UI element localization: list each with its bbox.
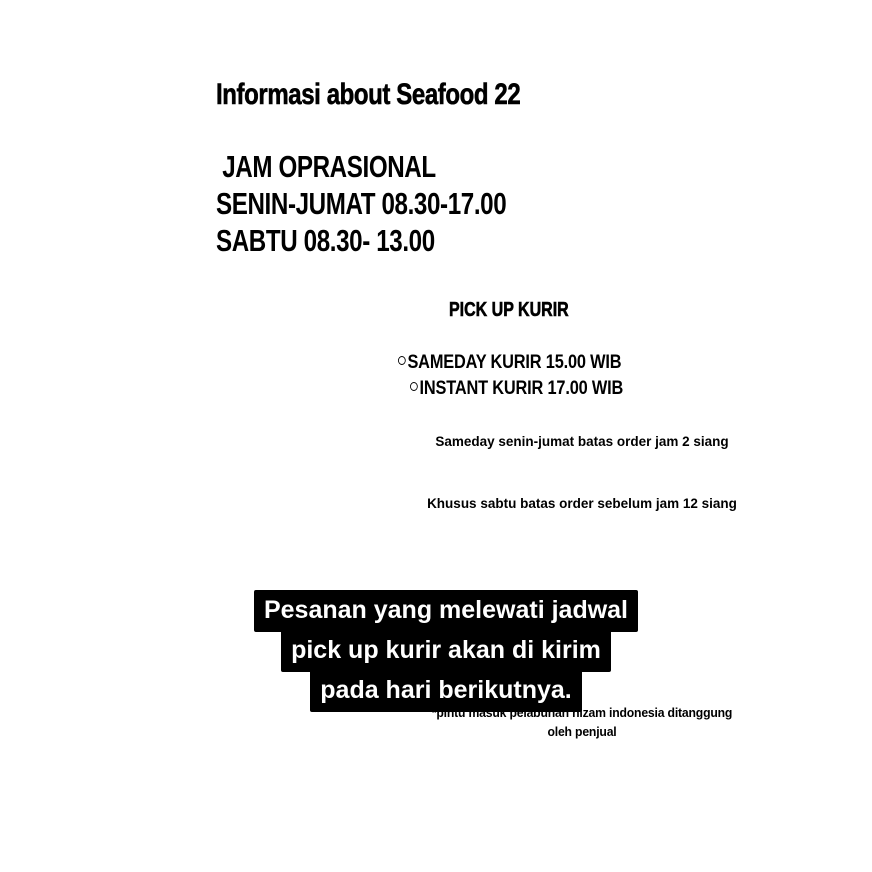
highlight-line-2: pick up kurir akan di kirim (281, 630, 611, 672)
courier-item-instant (398, 376, 656, 402)
courier-list (398, 350, 698, 402)
highlight-line-1: Pesanan yang melewati jadwal (254, 590, 638, 632)
operating-hours-block (216, 148, 588, 259)
page-title: Informasi about Seafood 22 (216, 78, 521, 111)
highlight-notice (236, 590, 656, 710)
courier-item-sameday-label: SAMEDAY KURIR 15.00 WIB (407, 352, 622, 373)
courier-item-instant-label: INSTANT KURIR 17.00 WIB (419, 378, 624, 399)
note-saturday-cutoff: Khusus sabtu batas order sebelum jam 12 siang (427, 496, 737, 511)
operating-hours-weekday: SENIN-JUMAT 08.30-17.00 (216, 186, 507, 221)
operating-hours-saturday: SABTU 08.30- 13.00 (216, 223, 435, 258)
footnote-text: *pintu masuk pelabuhan nizam indonesia ditanggung oleh penjual (431, 705, 733, 739)
note-sameday-cutoff: Sameday senin-jumat batas order jam 2 siang (435, 434, 729, 449)
bullet-icon (410, 382, 418, 391)
operating-hours-heading: JAM OPRASIONAL (222, 149, 436, 184)
courier-item-sameday (398, 350, 656, 376)
bullet-icon (398, 356, 406, 365)
highlight-line-3: pada hari berikutnya. (310, 670, 581, 712)
pickup-heading: PICK UP KURIR (449, 299, 569, 321)
